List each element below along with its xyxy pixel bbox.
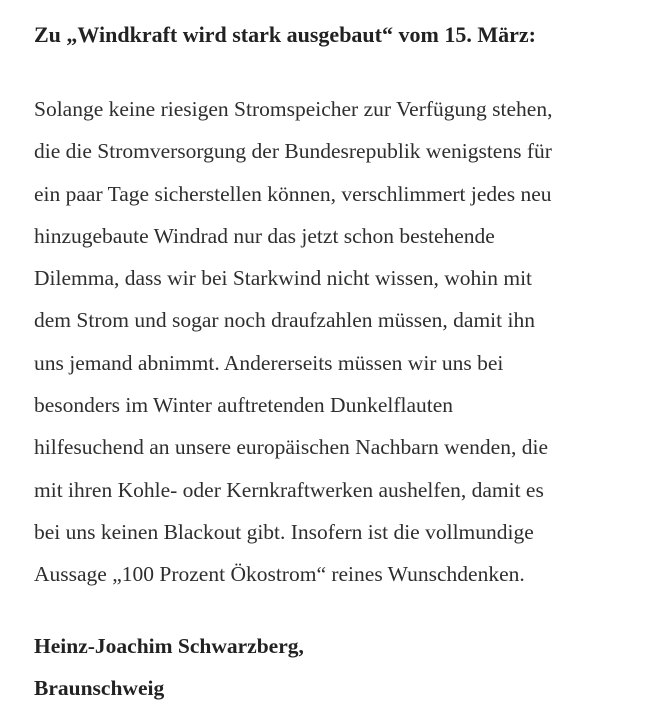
letter-body-line: hinzugebaute Windrad nur das jetzt schon bestehende	[34, 223, 495, 248]
letter-body-line: besonders im Winter auftretenden Dunkelflauten	[34, 393, 454, 418]
letter-body-line: die die Stromversorgung der Bundesrepublik wenigstens für	[34, 139, 552, 164]
letter-body-line: uns jemand abnimmt. Andererseits müssen wir uns bei	[34, 350, 504, 375]
author-name: Heinz-Joachim Schwarzberg,	[34, 634, 304, 658]
letter-body-line: hilfesuchend an unsere europäischen Nachbarn wenden, die	[34, 435, 548, 460]
letter-body-line: Solange keine riesigen Stromspeicher zur Verfügung stehen,	[34, 97, 553, 121]
letter-body-line: Dilemma, dass wir bei Starkwind nicht wissen, wohin mit	[34, 266, 533, 291]
author-city: Braunschweig	[34, 676, 165, 700]
letter-headline: Zu „Windkraft wird stark ausgebaut“ vom 15. März:	[34, 22, 536, 47]
letter-body-line: bei uns keinen Blackout gibt. Insofern ist die vollmundige	[34, 519, 534, 544]
letter-body-line: Aussage „100 Prozent Ökostrom“ reines Wunschdenken.	[34, 562, 525, 587]
letter-signature	[34, 625, 304, 709]
letter-body-line: ein paar Tage sicherstellen können, verschlimmert jedes neu	[34, 181, 552, 206]
letter-body-line: dem Strom und sogar noch draufzahlen müssen, damit ihn	[34, 308, 535, 333]
letter-body	[34, 88, 649, 596]
letter-body-line: mit ihren Kohle- oder Kernkraftwerken aushelfen, damit es	[34, 477, 544, 502]
